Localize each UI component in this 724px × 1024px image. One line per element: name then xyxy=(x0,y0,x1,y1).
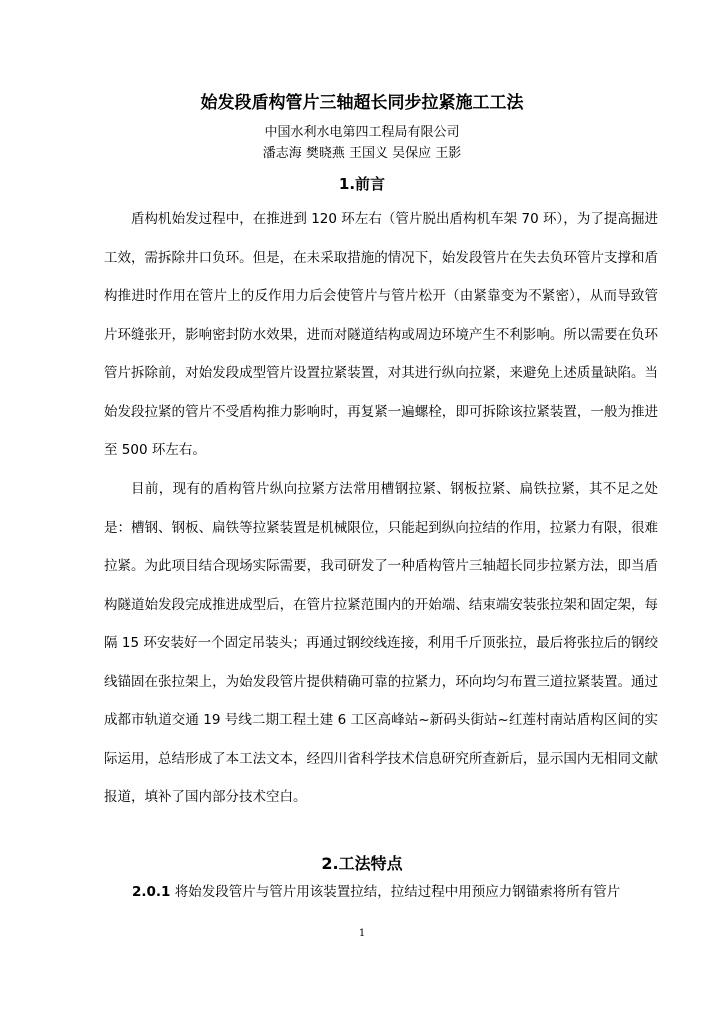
section-heading-2: 2.工法特点 xyxy=(321,854,403,873)
paragraph-3 xyxy=(132,882,662,902)
paragraph-2: 目前，现有的盾构管片纵向拉紧方法常用槽钢拉紧、钢板拉紧、扁铁拉紧，其不足之处是：槽钢、钢板、扁铁等拉紧装置是机械限位，只能起到纵向拉结的作用，拉紧力有限，很难拉紧。为此项目结合现场实际需要，我司研发了一种盾构管片三轴超长同步拉紧方法，即当盾构隧道始发段完成推进成型后，在管片拉紧范围内的开始端、结束端安装张拉架和固定架，每隔 15 环安装好一个固定吊装头；再通过钢绞线连接，利用千斤顶张拉，最后将张拉后的钢绞线锚固在张拉架上，为始发段管片提供精确可靠的拉紧力，环向均匀布置三道拉紧装置。通过成都市轨道交通 19 号线二期工程土建 6 工区高峰站~新码头街站~红莲村南站盾构区间的实际运用，总结形成了本工法文本，经四川省科学技术信息研究所查新后，显示国内无相同文献报道，填补了国内部分技术空白。 xyxy=(104,481,658,805)
section-heading-1: 1.前言 xyxy=(338,175,386,193)
authors: 潘志海 樊晓燕 王国义 吴保应 王影 xyxy=(262,146,462,161)
organization: 中国水利水电第四工程局有限公司 xyxy=(264,125,460,140)
item-text: 将始发段管片与管片用该装置拉结，拉结过程中用预应力钢锚索将所有管片 xyxy=(170,884,621,900)
page-number: 1 xyxy=(358,928,366,939)
paragraph-1: 盾构机始发过程中，在推进到 120 环左右（管片脱出盾构机车架 70 环），为了提高掘进工效，需拆除井口负环。但是，在未采取措施的情况下，始发段管片在失去负环管片支撑和盾构推进时作用在管片上的反作用力后会使管片与管片松开（由紧靠变为不紧密），从而导致管片环缝张开，影响密封防水效果，进而对隧道结构或周边环境产生不利影响。所以需要在负环管片拆除前，对始发段成型管片设置拉紧装置，对其进行纵向拉紧，来避免上述质量缺陷。当始发段拉紧的管片不受盾构推力影响时，再复紧一遍螺栓，即可拆除该拉紧装置，一般为推进至 500 环左右。 xyxy=(104,211,658,458)
item-number: 2.0.1 xyxy=(132,884,171,900)
document-title: 始发段盾构管片三轴超长同步拉紧施工工法 xyxy=(200,93,524,113)
